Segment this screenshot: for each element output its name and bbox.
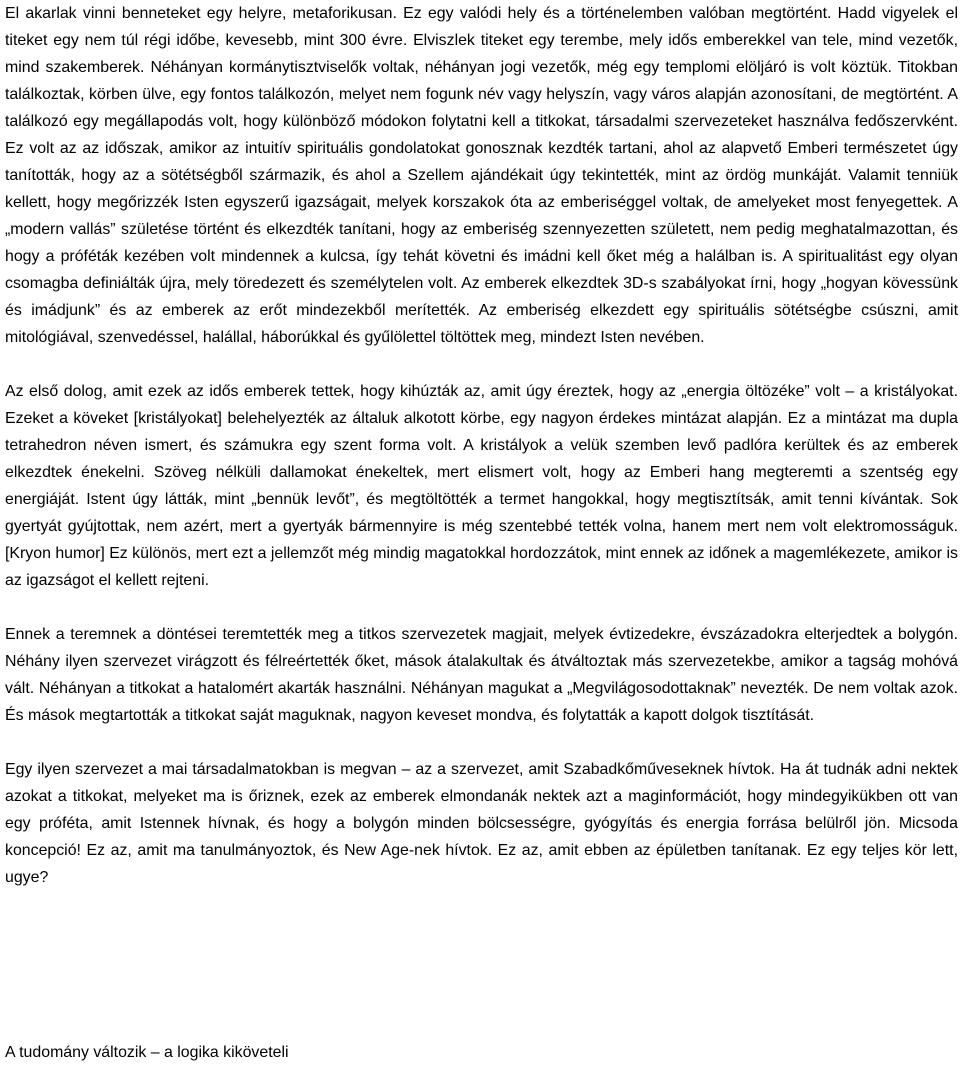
paragraph-crystals: Az első dolog, amit ezek az idős emberek tettek, hogy kihúzták az, amit úgy éreztek, hogy az „energia öltözéke” volt – a kristályokat. Ezeket a köveket [kristályokat] belehelyezték az általuk alkotott körbe, egy nagyon érdekes mintázat alapján. Ez a mintázat ma dupla tetrahedron néven ismert, és számukra egy szent forma volt. A kristályok a velük szemben levő padlóra kerültek és az emberek elkezdtek énekelni. Szöveg nélküli dallamokat énekeltek, mert elismert volt, hogy az Emberi hang megteremti a szentség egy energiáját. Istent úgy látták, mint „bennük levőt”, és megtöltötték a termet hangokkal, hogy megtisztítsák, amit tenni kívántak. Sok gyertyát gyújtottak, nem azért, mert a gyertyák bármennyire is még szentebbé tették volna, hanem mert nem volt elektromosságuk. [Kryon humor] Ez különös, mert ezt a jellemzőt még mindig magatokkal hordozzátok, mint ennek az időnek a magemlékezete, amikor is az igazságot el kellett rejteni. (5, 383, 958, 589)
paragraph-secret-organizations: Ennek a teremnek a döntései teremtették meg a titkos szervezetek magjait, melyek évtizedekre, évszázadokra elterjedtek a bolygón. Néhány ilyen szervezet virágzott és félreértették őket, mások átalakultak és átváltoztak más szervezetekbe, amikor a tagság mohóvá vált. Néhányan a titkokat a hatalomért akarták használni. Néhányan magukat a „Megvilágosodottaknak” nevezték. De nem voltak azok. És mások megtartották a titkokat saját maguknak, nagyon keveset mondva, és folytatták a kapott dolgok tisztítását. (5, 626, 958, 724)
paragraph-freemasons: Egy ilyen szervezet a mai társadalmatokban is megvan – az a szervezet, amit Szabadkőműveseknek hívtok. Ha át tudnák adni nektek azokat a titkokat, melyeket ma is őriznek, ezek az emberek elmondanák nektek azt a maginformációt, hogy mindegyikükben ott van egy próféta, amit Istennek hívnak, és hogy a bolygón minden bölcsességre, gyógyítás és energia forrása belülről jön. Micsoda koncepció! Ez az, amit ma tanulmányoztok, és New Age-nek hívtok. Ez az, amit ebben az épületben tanítanak. Ez egy teljes kör lett, ugye? (5, 761, 958, 886)
paragraph-intro: El akarlak vinni benneteket egy helyre, metaforikusan. Ez egy valódi hely és a történelemben valóban megtörtént. Hadd vigyelek el titeket egy nem túl régi időbe, kevesebb, mint 300 évre. Elviszlek titeket egy terembe, mely idős emberekkel van tele, mind vezetők, mind szakemberek. Néhányan kormánytisztviselők voltak, néhányan jogi vezetők, még egy templomi elöljáró is volt köztük. Titokban találkoztak, körben ülve, egy fontos találkozón, melyet nem fogunk név vagy helyszín, vagy város alapján azonosítani, de megtörtént. A találkozó egy megállapodás volt, hogy különböző módokon folytatni kell a titkokat, társadalmi szervezeteket használva fedőszervként. Ez volt az az időszak, amikor az intuitív spirituális gondolatokat gonosznak kezdték tartani, ahol az alapvető Emberi természetet úgy tanították, hogy az a sötétségből származik, és ahol a Szellem ajándékait úgy tekintették, mint az ördög munkáját. Valamit tenniük kellett, hogy megőrizzék Isten egyszerű igazságait, melyek korszakok óta az emberiséggel voltak, de amelyeket most fenyegettek. A „modern vallás” születése történt és elkezdték tanítani, hogy az emberiség szennyezetten született, nem pedig meghatalmazottan, és hogy a próféták kezében volt mindennek a kulcsa, így tehát követni és imádni kell őket még a halálban is. A spiritualitást egy olyan csomagba definiálták újra, mely töredezett és személytelen volt. Az emberek elkezdtek 3D-s szabályokat írni, hogy „hogyan kövessünk és imádjunk” és az emberek az erőt mindezekből merítették. Az emberiség elkezdett egy spirituális sötétségbe csúszni, amit mitológiával, szenvedéssel, halállal, háborúkkal és gyűlölettel töltöttek meg, mindezt Isten nevében. (5, 5, 958, 346)
section-heading: A tudomány változik – a logika kiköveteli (5, 1044, 289, 1061)
document-body (5, 0, 958, 918)
